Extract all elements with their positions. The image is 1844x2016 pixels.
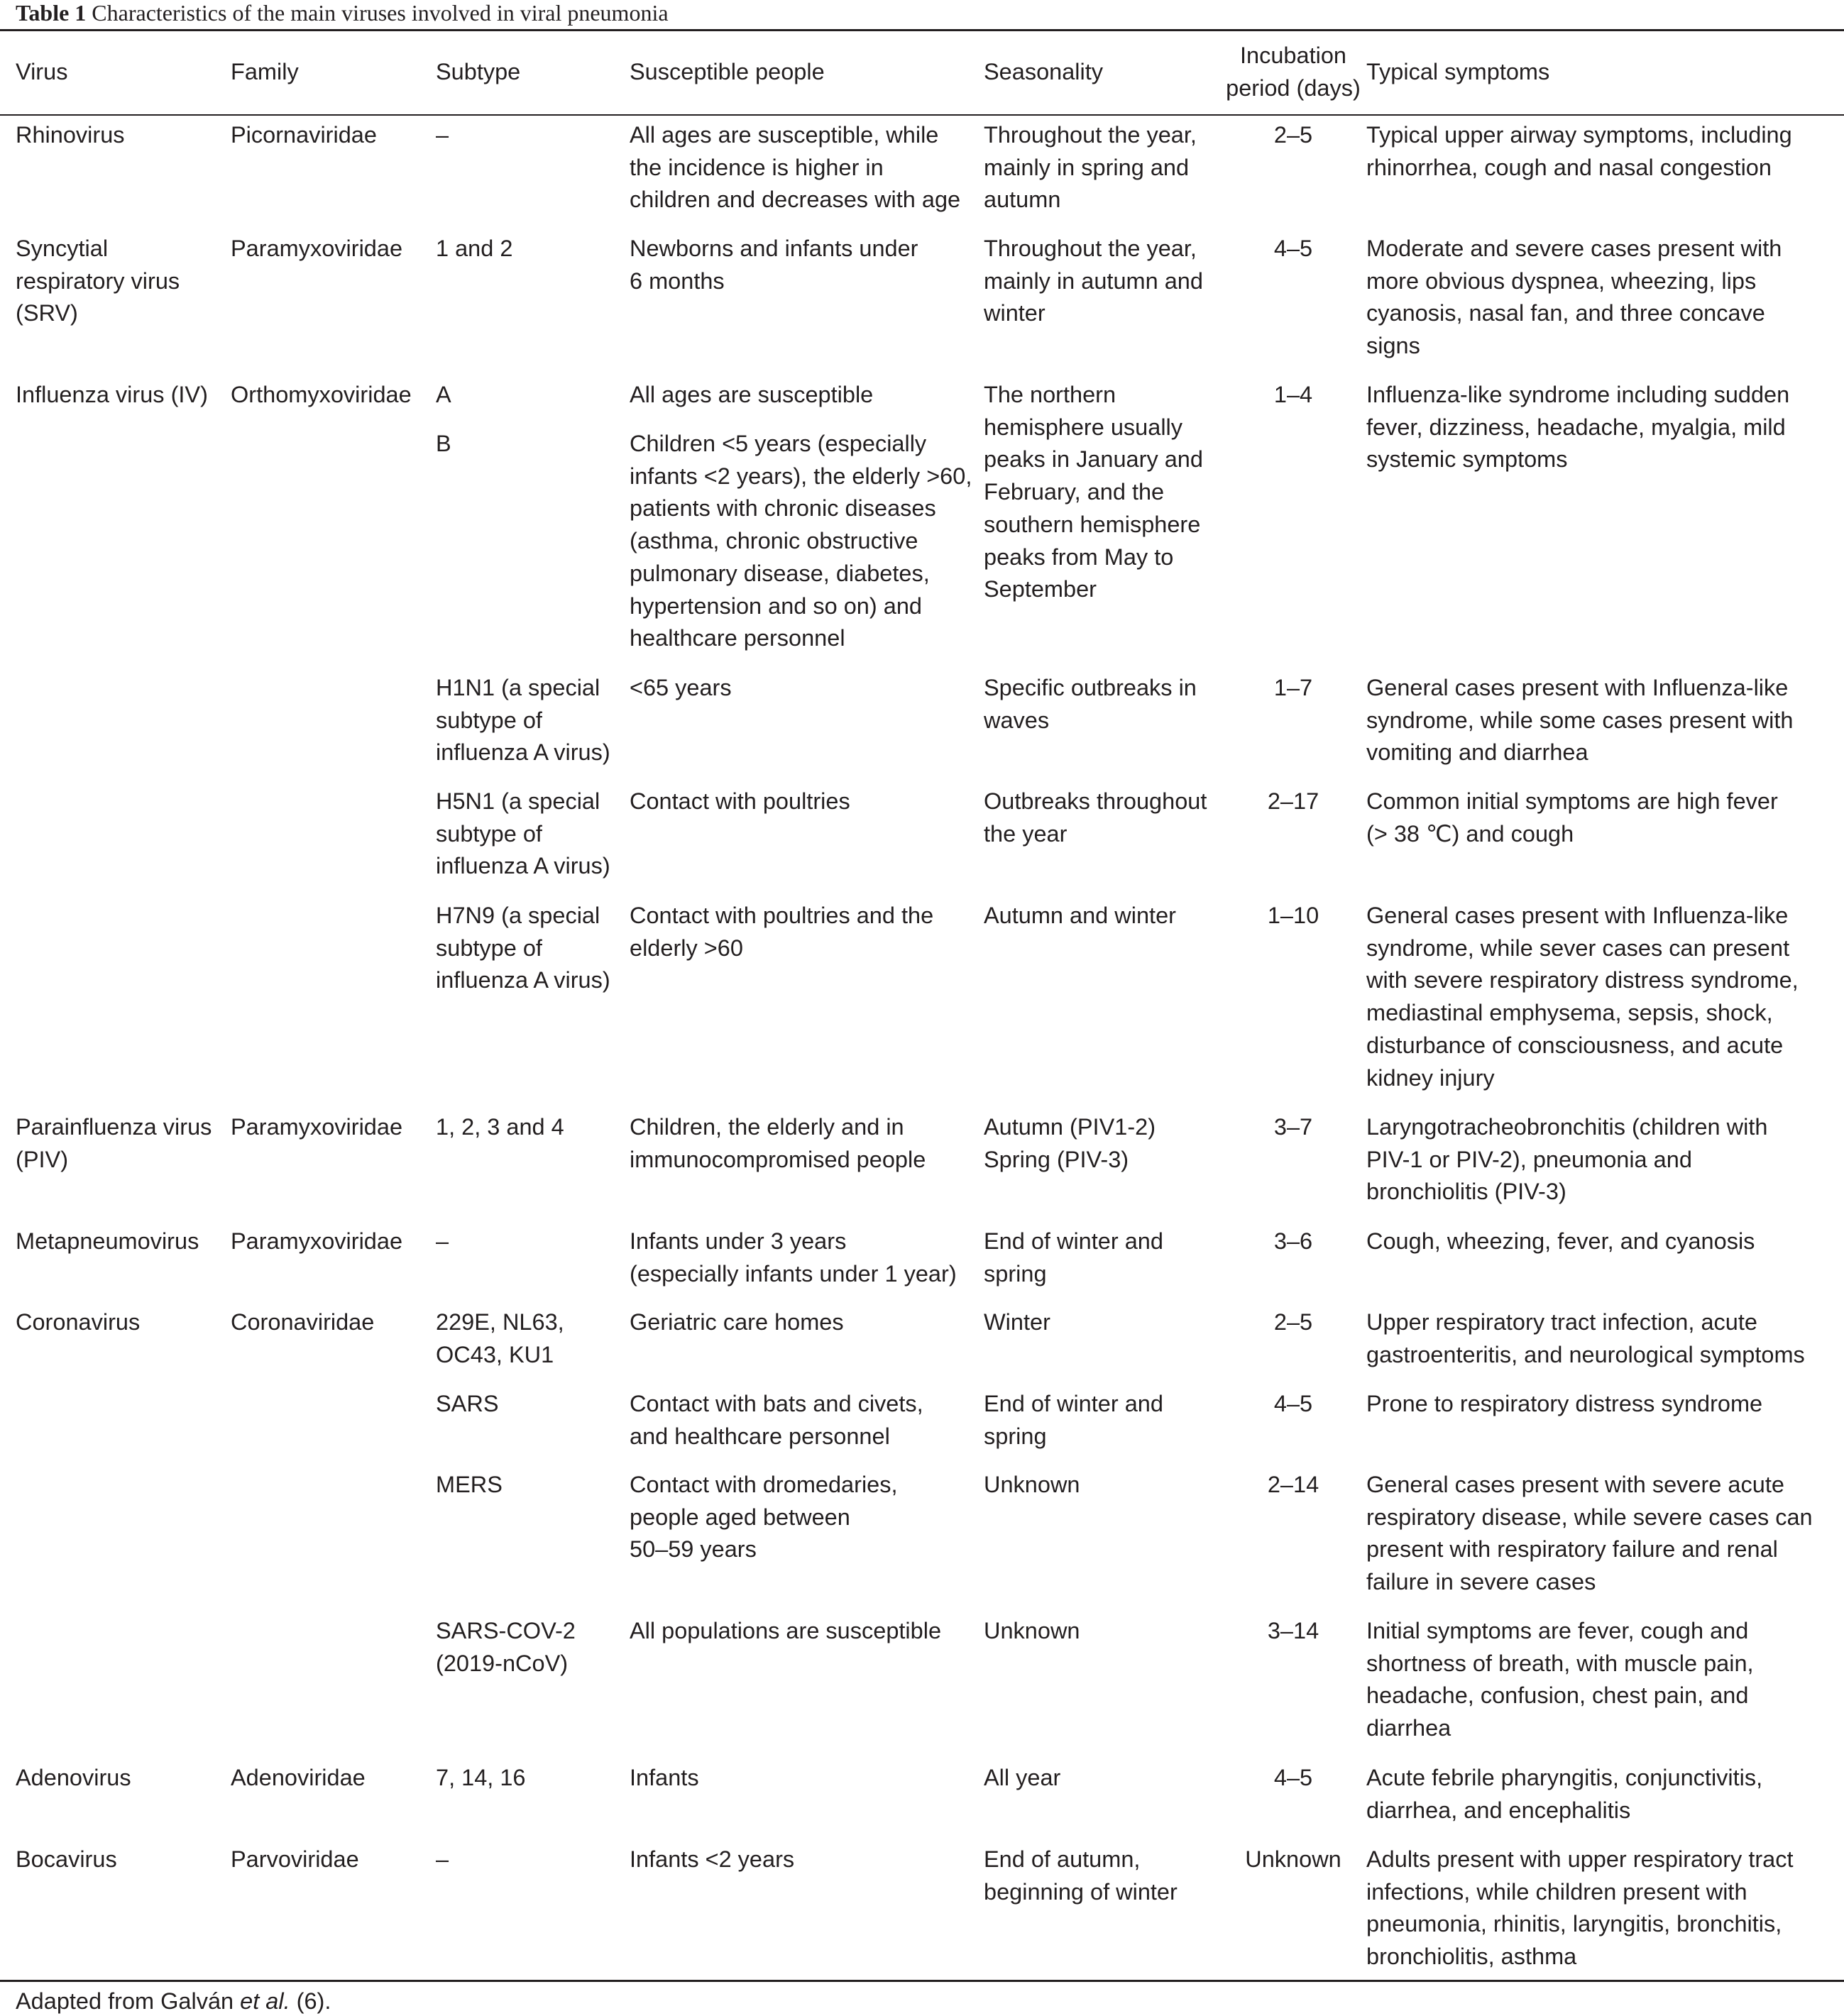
cell-susceptible: Children, the elderly and in immunocompromised people bbox=[630, 1114, 926, 1172]
cell-subtype: 7, 14, 16 bbox=[436, 1765, 526, 1790]
cell-subtype: H5N1 (a special subtype of influenza A virus) bbox=[436, 788, 610, 879]
table-bottom-rule bbox=[0, 1980, 1844, 1982]
header-typical-symptoms: Typical symptoms bbox=[1366, 59, 1550, 84]
cell-virus: Adenovirus bbox=[16, 1765, 131, 1790]
table-title: Characteristics of the main viruses involved in viral pneumonia bbox=[92, 0, 669, 26]
cell-symptoms: Initial symptoms are fever, cough and shortness of breath, with muscle pain, headache, confusion, chest pain, and diarrhea bbox=[1366, 1618, 1754, 1741]
cell-seasonality: Throughout the year, mainly in spring and autumn bbox=[984, 122, 1197, 213]
cell-virus: Coronavirus bbox=[16, 1309, 141, 1335]
cell-family: Parvoviridae bbox=[231, 1846, 359, 1872]
cell-seasonality: Outbreaks throughout the year bbox=[984, 788, 1207, 847]
cell-subtype: A bbox=[436, 382, 451, 407]
table-caption bbox=[16, 0, 669, 26]
cell-subtype: – bbox=[436, 1846, 449, 1872]
cell-seasonality: Autumn and winter bbox=[984, 903, 1176, 928]
footnote-et-al: et al. bbox=[240, 1988, 290, 2014]
cell-susceptible: All populations are susceptible bbox=[630, 1618, 942, 1643]
cell-incubation: 4–5 bbox=[1273, 236, 1313, 261]
header-virus: Virus bbox=[16, 59, 68, 84]
cell-family: Paramyxoviridae bbox=[231, 1228, 403, 1254]
cell-subtype: SARS-COV-2 (2019-nCoV) bbox=[436, 1618, 576, 1676]
cell-family: Paramyxoviridae bbox=[231, 1114, 403, 1140]
cell-seasonality: Winter bbox=[984, 1309, 1050, 1335]
cell-susceptible: Geriatric care homes bbox=[630, 1309, 844, 1335]
cell-incubation: Unknown bbox=[1245, 1846, 1341, 1872]
cell-susceptible: Newborns and infants under 6 months bbox=[630, 236, 918, 294]
cell-incubation: 1–7 bbox=[1273, 675, 1313, 700]
cell-subtype: B bbox=[436, 431, 451, 456]
cell-subtype: 1, 2, 3 and 4 bbox=[436, 1114, 564, 1140]
cell-seasonality: The northern hemisphere usually peaks in January and February, and the southern hemisphere peaks from May to September bbox=[984, 382, 1203, 602]
cell-susceptible: <65 years bbox=[630, 675, 732, 700]
header-incubation-period: Incubation period (days) bbox=[1226, 43, 1361, 101]
cell-subtype: H1N1 (a special subtype of influenza A virus) bbox=[436, 675, 610, 766]
cell-symptoms: Laryngotracheobronchitis (children with PIV-1 or PIV-2), pneumonia and bronchiolitis (PIV-3) bbox=[1366, 1114, 1768, 1205]
cell-incubation: 4–5 bbox=[1273, 1765, 1313, 1790]
cell-virus: Syncytial respiratory virus (SRV) bbox=[16, 236, 180, 326]
cell-seasonality: Unknown bbox=[984, 1618, 1080, 1643]
cell-incubation: 2–5 bbox=[1273, 122, 1313, 148]
cell-incubation: 4–5 bbox=[1273, 1391, 1313, 1416]
cell-family: Orthomyxoviridae bbox=[231, 382, 412, 407]
cell-subtype: 229E, NL63, OC43, KU1 bbox=[436, 1309, 564, 1367]
cell-virus: Influenza virus (IV) bbox=[16, 382, 208, 407]
cell-seasonality: Throughout the year, mainly in autumn and winter bbox=[984, 236, 1203, 326]
cell-symptoms: General cases present with Influenza-like syndrome, while sever cases can present with severe respiratory distress syndrome, mediastinal emphysema, sepsis, shock, disturbance of consciousness, and acute kidney injury bbox=[1366, 903, 1799, 1091]
cell-seasonality: Specific outbreaks in waves bbox=[984, 675, 1197, 733]
cell-symptoms: Influenza-like syndrome including sudden fever, dizziness, headache, myalgia, mild systemic symptoms bbox=[1366, 382, 1790, 473]
header-seasonality: Seasonality bbox=[984, 59, 1104, 84]
cell-susceptible: Contact with bats and civets, and healthcare personnel bbox=[630, 1391, 923, 1449]
cell-subtype: H7N9 (a special subtype of influenza A virus) bbox=[436, 903, 610, 993]
cell-symptoms: General cases present with Influenza-like syndrome, while some cases present with vomiting and diarrhea bbox=[1366, 675, 1794, 766]
cell-virus: Parainfluenza virus (PIV) bbox=[16, 1114, 212, 1172]
cell-susceptible: All ages are susceptible, while the incidence is higher in children and decreases with age bbox=[630, 122, 961, 213]
header-family: Family bbox=[231, 59, 299, 84]
footnote-suffix: (6). bbox=[290, 1988, 331, 2014]
cell-susceptible: Infants under 3 years (especially infants under 1 year) bbox=[630, 1228, 957, 1287]
cell-seasonality: Unknown bbox=[984, 1472, 1080, 1497]
cell-incubation: 3–6 bbox=[1273, 1228, 1313, 1254]
cell-seasonality: Autumn (PIV1-2) Spring (PIV-3) bbox=[984, 1114, 1156, 1172]
cell-virus: Rhinovirus bbox=[16, 122, 125, 148]
table-top-rule bbox=[0, 29, 1844, 31]
cell-seasonality: End of winter and spring bbox=[984, 1228, 1163, 1287]
table-label: Table 1 bbox=[16, 0, 87, 26]
cell-subtype: 1 and 2 bbox=[436, 236, 513, 261]
cell-family: Picornaviridae bbox=[231, 122, 377, 148]
cell-incubation: 3–14 bbox=[1267, 1618, 1319, 1643]
header-subtype: Subtype bbox=[436, 59, 521, 84]
cell-symptoms: Acute febrile pharyngitis, conjunctivitis, diarrhea, and encephalitis bbox=[1366, 1765, 1763, 1823]
cell-incubation: 3–7 bbox=[1273, 1114, 1313, 1140]
cell-family: Coronaviridae bbox=[231, 1309, 375, 1335]
cell-symptoms: Typical upper airway symptoms, including rhinorrhea, cough and nasal congestion bbox=[1366, 122, 1792, 180]
cell-seasonality: End of winter and spring bbox=[984, 1391, 1163, 1449]
cell-symptoms: Adults present with upper respiratory tract infections, while children present with pneumonia, rhinitis, laryngitis, bronchitis, bronchiolitis, asthma bbox=[1366, 1846, 1794, 1970]
table-footnote bbox=[16, 1987, 331, 2015]
cell-incubation: 1–4 bbox=[1273, 382, 1313, 407]
cell-incubation: 2–17 bbox=[1267, 788, 1319, 814]
cell-seasonality: All year bbox=[984, 1765, 1061, 1790]
cell-symptoms: General cases present with severe acute respiratory disease, while severe cases can present with respiratory failure and renal failure in severe cases bbox=[1366, 1472, 1813, 1595]
cell-symptoms: Upper respiratory tract infection, acute gastroenteritis, and neurological symptoms bbox=[1366, 1309, 1805, 1367]
cell-incubation: 2–5 bbox=[1273, 1309, 1313, 1335]
cell-susceptible: Contact with poultries bbox=[630, 788, 850, 814]
cell-susceptible: Children <5 years (especially infants <2 years), the elderly >60, patients with chronic diseases (asthma, chronic obstructive pulmonary disease, diabetes, hypertension and so on) and healthcare personnel bbox=[630, 431, 972, 651]
cell-virus: Metapneumovirus bbox=[16, 1228, 199, 1254]
cell-susceptible: Contact with poultries and the elderly >60 bbox=[630, 903, 934, 961]
footnote-prefix: Adapted from Galván bbox=[16, 1988, 241, 2014]
cell-incubation: 1–10 bbox=[1267, 903, 1319, 928]
cell-subtype: MERS bbox=[436, 1472, 503, 1497]
cell-symptoms: Common initial symptoms are high fever (> 38 ℃) and cough bbox=[1366, 788, 1778, 847]
cell-symptoms: Cough, wheezing, fever, and cyanosis bbox=[1366, 1228, 1755, 1254]
cell-subtype: – bbox=[436, 1228, 449, 1254]
cell-susceptible: Infants bbox=[630, 1765, 699, 1790]
cell-family: Paramyxoviridae bbox=[231, 236, 403, 261]
cell-susceptible: Contact with dromedaries, people aged between 50–59 years bbox=[630, 1472, 898, 1563]
cell-seasonality: End of autumn, beginning of winter bbox=[984, 1846, 1178, 1905]
cell-susceptible: Infants <2 years bbox=[630, 1846, 795, 1872]
cell-subtype: SARS bbox=[436, 1391, 499, 1416]
table-header-rule bbox=[0, 114, 1844, 116]
cell-susceptible: All ages are susceptible bbox=[630, 382, 874, 407]
cell-family: Adenoviridae bbox=[231, 1765, 366, 1790]
header-susceptible-people: Susceptible people bbox=[630, 59, 825, 84]
cell-symptoms: Prone to respiratory distress syndrome bbox=[1366, 1391, 1763, 1416]
cell-subtype: – bbox=[436, 122, 449, 148]
cell-symptoms: Moderate and severe cases present with more obvious dyspnea, wheezing, lips cyanosis, nasal fan, and three concave signs bbox=[1366, 236, 1782, 359]
cell-incubation: 2–14 bbox=[1267, 1472, 1319, 1497]
cell-virus: Bocavirus bbox=[16, 1846, 117, 1872]
